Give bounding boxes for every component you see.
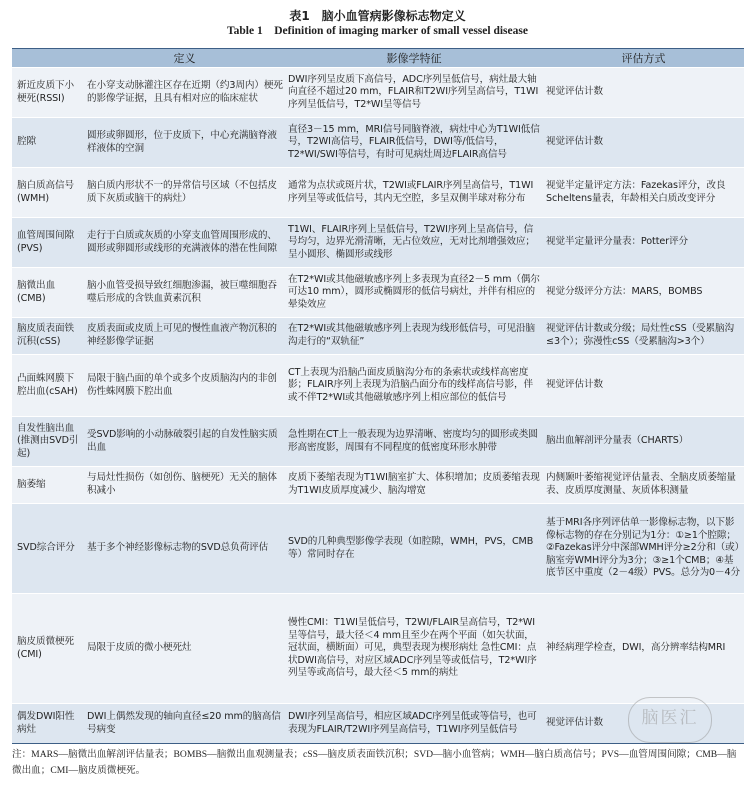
marker-assessment: 视觉评估计数 (543, 118, 744, 168)
marker-definition: 局限于脑凸面的单个或多个皮质脑沟内的非创伤性蛛网膜下腔出血 (84, 355, 285, 417)
header-definition: 定义 (84, 49, 285, 68)
table-row (12, 268, 744, 318)
table-footnote: 注：MARS—脑微出血解剖评估量表；BOMBS—脑微出血观测量表；cSS—脑皮质表面铁沉积；SVD—脑小血管病；WMH—脑白质高信号；PVS—血管周围间隙；CMB—脑微出血；CMI—脑皮质微梗死。 (12, 749, 737, 776)
marker-assessment: 视觉分级评分方法：MARS，BOMBS (543, 268, 744, 318)
marker-definition: 皮质表面或皮质上可见的慢性血液产物沉积的神经影像学证据 (84, 318, 285, 355)
marker-name: 脑皮质微梗死(CMI) (12, 594, 84, 704)
marker-assessment: 视觉评估计数 (543, 704, 744, 744)
marker-imaging: 通常为点状或斑片状，T2WI或FLAIR序列呈高信号，T1WI序列呈等或低信号，其内无空腔，多呈双侧半球对称分布 (285, 168, 543, 218)
marker-name: 脑皮质表面铁沉积(cSS) (12, 318, 84, 355)
marker-imaging: DWI序列呈高信号，相应区域ADC序列呈低或等信号，也可表现为FLAIR/T2WI序列呈高信号，T1WI序列呈低信号 (285, 704, 543, 744)
table-row (12, 504, 744, 594)
marker-name: 新近皮质下小梗死(RSSI) (12, 68, 84, 118)
header-imaging: 影像学特征 (285, 49, 543, 68)
marker-definition: 基于多个神经影像标志物的SVD总负荷评估 (84, 504, 285, 594)
table-caption (0, 8, 755, 39)
table-row (12, 594, 744, 704)
marker-definition: 局限于皮质的微小梗死灶 (84, 594, 285, 704)
marker-assessment: 视觉半定量评分量表：Potter评分 (543, 218, 744, 268)
marker-definition: 走行于白质或灰质的小穿支血管周围形成的、圆形或卵圆形或线形的充满液体的潜在性间隙 (84, 218, 285, 268)
marker-imaging: 皮质下萎缩表现为T1WI脑室扩大、体积增加；皮质萎缩表现为T1WI皮质厚度减少、脑沟增宽 (285, 467, 543, 504)
table-row (12, 218, 744, 268)
marker-assessment: 视觉评估计数 (543, 68, 744, 118)
marker-imaging: 直径3－15 mm，MRI信号同脑脊液，病灶中心为T1WI低信号，T2WI高信号，FLAIR低信号，DWI等/低信号，T2*WI/SWI等信号，有时可见病灶周边FLAIR高信号 (285, 118, 543, 168)
marker-name: 偶发DWI阳性病灶 (12, 704, 84, 744)
table-title-en: Table 1 Definition of imaging marker of small vessel disease (227, 25, 528, 37)
table-header-row (12, 49, 744, 68)
marker-assessment: 神经病理学检查，DWI，高分辨率结构MRI (543, 594, 744, 704)
table-row (12, 355, 744, 417)
table-row (12, 68, 744, 118)
marker-name: 脑萎缩 (12, 467, 84, 504)
marker-assessment: 内侧颞叶萎缩视觉评估量表、全脑皮质萎缩量表、皮质厚度测量、灰质体积测量 (543, 467, 744, 504)
marker-definition: 在小穿支动脉灌注区存在近期（约3周内）梗死的影像学证据，且具有相对应的临床症状 (84, 68, 285, 118)
marker-assessment: 基于MRI各序列评估单一影像标志物，以下影像标志物的存在分别记为1分：①≥1个腔隙；②Fazekas评分中深部WMH评分≥2分和（或）脑室旁WMH评分为3分；③≥1个CMB；④基底节区中重度（2－4级）PVS。总分为0－4分 (543, 504, 744, 594)
marker-definition: DWI上偶然发现的轴向直径≤20 mm的脑高信号病变 (84, 704, 285, 744)
marker-definition: 脑小血管受损导致红细胞渗漏，被巨噬细胞吞噬后形成的含铁血黄素沉积 (84, 268, 285, 318)
marker-definition: 圆形或卵圆形，位于皮质下，中心充满脑脊液样液体的空洞 (84, 118, 285, 168)
marker-imaging: 在T2*WI或其他磁敏感序列上多表现为直径2－5 mm（偶尔可达10 mm），圆形或椭圆形的低信号病灶，并伴有相应的晕染效应 (285, 268, 543, 318)
marker-assessment: 视觉评估计数 (543, 355, 744, 417)
table-row (12, 467, 744, 504)
marker-name: SVD综合评分 (12, 504, 84, 594)
marker-assessment: 视觉半定量评定方法：Fazekas评分，改良Scheltens量表，年龄相关白质改变评分 (543, 168, 744, 218)
marker-name: 自发性脑出血(推测由SVD引起) (12, 417, 84, 467)
marker-definition: 脑白质内形状不一的异常信号区域（不包括皮质下灰质或脑干的病灶） (84, 168, 285, 218)
marker-assessment: 脑出血解剖评分量表（CHARTS） (543, 417, 744, 467)
marker-name: 血管周围间隙(PVS) (12, 218, 84, 268)
table-title-cn: 表1 脑小血管病影像标志物定义 (289, 9, 466, 23)
header-name (12, 49, 84, 68)
watermark-logo: 脑医汇 (628, 697, 712, 743)
marker-imaging: SVD的几种典型影像学表现（如腔隙，WMH，PVS，CMB等）常同时存在 (285, 504, 543, 594)
marker-imaging: 在T2*WI或其他磁敏感序列上表现为线形低信号，可见沿脑沟走行的“双轨征” (285, 318, 543, 355)
table-row (12, 118, 744, 168)
marker-assessment: 视觉评估计数或分级；局灶性cSS（受累脑沟≤3个）；弥漫性cSS（受累脑沟>3个） (543, 318, 744, 355)
marker-imaging: 急性期在CT上一般表现为边界清晰、密度均匀的圆形或类圆形高密度影，周围有不同程度的低密度环形水肿带 (285, 417, 543, 467)
marker-imaging: DWI序列呈皮质下高信号，ADC序列呈低信号，病灶最大轴向直径不超过20 mm，FLAIR和T2WI序列呈高信号，T1WI序列呈低信号，T2*WI呈等信号 (285, 68, 543, 118)
marker-name: 脑微出血(CMB) (12, 268, 84, 318)
table-row (12, 417, 744, 467)
marker-definition: 与局灶性损伤（如创伤、脑梗死）无关的脑体积减小 (84, 467, 285, 504)
marker-imaging: 慢性CMI：T1WI呈低信号，T2WI/FLAIR呈高信号，T2*WI呈等信号，最大径＜4 mm且至少在两个平面（如矢状面，冠状面，横断面）可见，典型表现为楔形病灶 急性CMI：点状DWI高信号，对应区域ADC序列呈等或低信号，T2*WI序列呈等或高信号，最大径＜5 mm的病灶 (285, 594, 543, 704)
marker-definition: 受SVD影响的小动脉破裂引起的自发性脑实质出血 (84, 417, 285, 467)
header-assessment: 评估方式 (543, 49, 744, 68)
table-row (12, 168, 744, 218)
marker-imaging: T1WI、FLAIR序列上呈低信号，T2WI序列上呈高信号，信号均匀，边界光滑清晰，无占位效应，无对比剂增强效应；呈小圆形、椭圆形或线形 (285, 218, 543, 268)
marker-name: 凸面蛛网膜下腔出血(cSAH) (12, 355, 84, 417)
marker-imaging: CT上表现为沿脑凸面皮质脑沟分布的条索状或线样高密度影；FLAIR序列上表现为沿脑凸面分布的线样高信号影，伴或不伴T2*WI或其他磁敏感序列上相应部位的低信号 (285, 355, 543, 417)
imaging-marker-table (12, 48, 744, 744)
table-row (12, 318, 744, 355)
marker-name: 腔隙 (12, 118, 84, 168)
marker-name: 脑白质高信号(WMH) (12, 168, 84, 218)
